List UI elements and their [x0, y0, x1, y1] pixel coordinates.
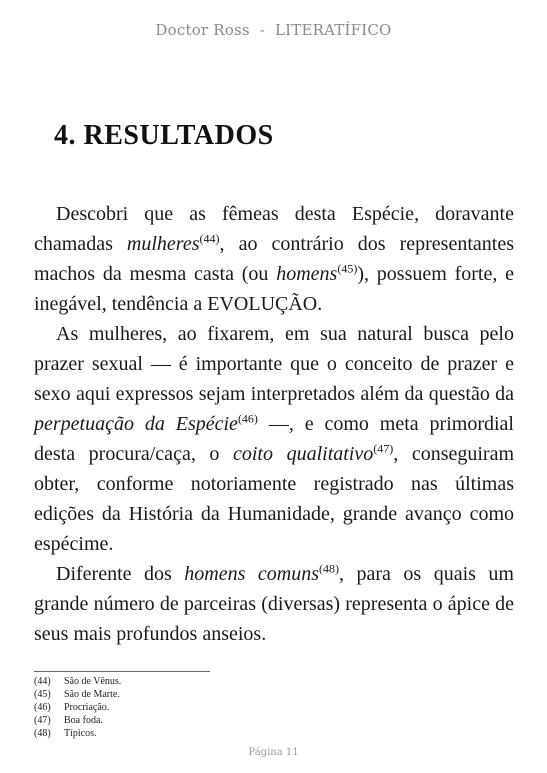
- footnote-item: [34, 727, 121, 740]
- header-separator: -: [259, 21, 266, 39]
- footnote-ref: (44): [199, 231, 220, 246]
- paragraph-2: [34, 319, 514, 559]
- footnote-number: (46): [34, 702, 51, 713]
- footnotes: [34, 675, 121, 740]
- running-header: [0, 21, 547, 39]
- footnote-text: Boa foda.: [64, 715, 103, 726]
- footnote-number: (47): [34, 715, 51, 726]
- footnote-ref: (46): [237, 411, 258, 426]
- italic-term: perpetuação da Espécie: [34, 413, 238, 435]
- paragraph-3: [34, 559, 514, 649]
- text-run: ), possuem forte, e inegável, tendência a EVOLUÇÃO.: [34, 263, 514, 315]
- text-run: , conseguiram obter, conforme notoriamente registrado nas últimas edições da História da Humanidade, grande avanço como espécime.: [34, 443, 515, 555]
- footnote-text: Típicos.: [64, 728, 97, 739]
- body-text: [34, 199, 514, 649]
- header-author: Doctor Ross: [155, 21, 250, 39]
- footnote-item: [34, 688, 121, 701]
- text-run: , ao contrário dos representantes machos da mesma casta (ou: [34, 233, 514, 285]
- italic-term: homens: [276, 263, 338, 285]
- footnote-text: Procriação.: [64, 702, 110, 713]
- italic-term: mulheres: [126, 233, 200, 255]
- footnote-item: [34, 701, 121, 714]
- footnote-item: [34, 675, 121, 688]
- footnote-number: (48): [34, 728, 51, 739]
- footnote-item: [34, 714, 121, 727]
- text-run: , para os quais um grande número de parceiras (diversas) representa o ápice de seus mais profundos anseios.: [34, 563, 514, 645]
- header-publication: LITERATÍFICO: [274, 21, 392, 39]
- italic-term: coito qualitativo: [233, 443, 374, 465]
- section-title: 4. RESULTADOS: [54, 120, 274, 151]
- footnote-ref: (45): [337, 261, 358, 276]
- footnote-text: São de Marte.: [64, 689, 120, 700]
- italic-term: homens comuns: [184, 563, 320, 585]
- footnote-number: (44): [34, 676, 51, 687]
- page-number: Página 11: [248, 747, 299, 758]
- text-run: Descobri que as fêmeas desta Espécie, doravante chamadas: [34, 203, 514, 255]
- text-run: Diferente dos: [56, 563, 185, 585]
- footnote-ref: (48): [319, 561, 340, 576]
- paragraph-1: [34, 199, 514, 319]
- text-run: As mulheres, ao fixarem, em sua natural busca pelo prazer sexual — é importante que o conceito de prazer e sexo aqui expressos sejam interpretados além da questão da: [34, 323, 514, 405]
- footnote-text: São de Vênus.: [64, 676, 122, 687]
- footnote-divider: [34, 671, 210, 672]
- text-run: —, e como meta primordial desta procura/caça, o: [34, 413, 514, 465]
- footnote-ref: (47): [373, 441, 394, 456]
- footnote-number: (45): [34, 689, 51, 700]
